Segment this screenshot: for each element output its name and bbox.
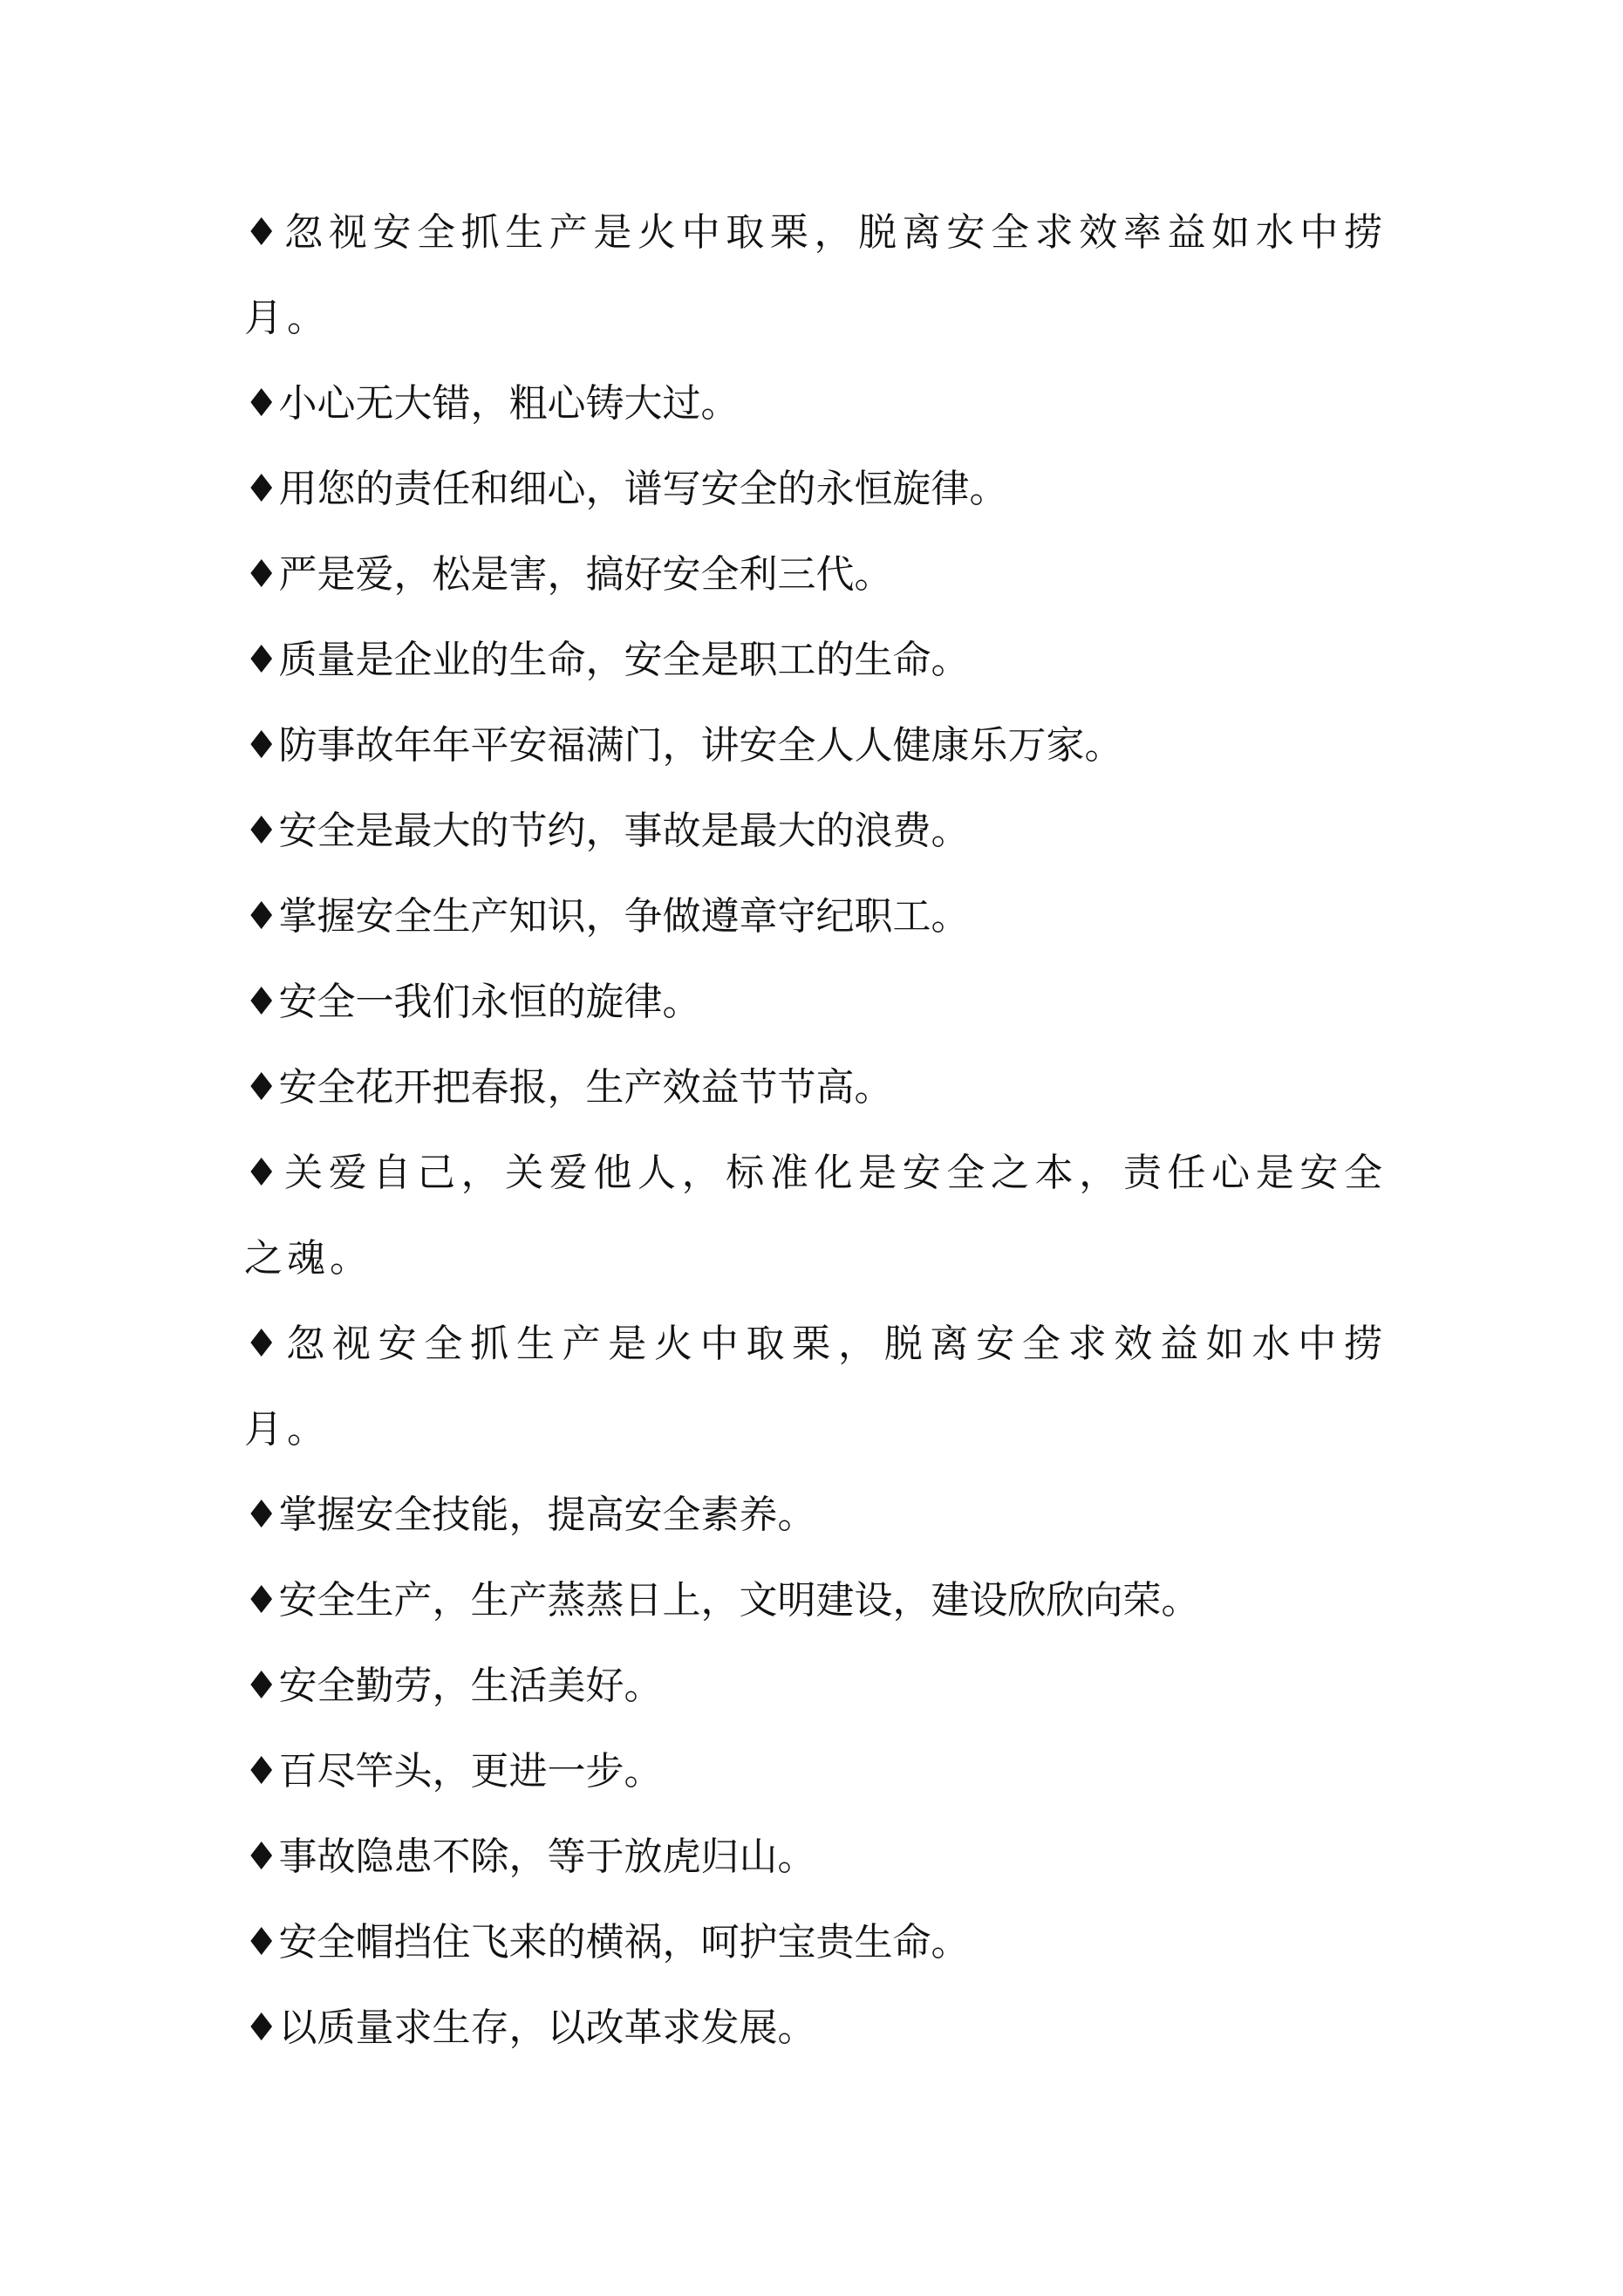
slogan-text: 百尽竿头，更进一步。 <box>278 1749 663 1794</box>
diamond-bullet-icon: ♦ <box>244 210 285 255</box>
diamond-bullet-icon: ♦ <box>244 1920 279 1965</box>
slogan-item <box>244 1985 1387 2071</box>
slogan-list <box>244 190 1387 2071</box>
slogan-item <box>244 361 1387 447</box>
slogan-item <box>244 1643 1387 1729</box>
slogan-text: 掌握安全技能，提高安全素养。 <box>278 1493 816 1537</box>
slogan-item <box>244 190 1387 361</box>
slogan-text: 安全勤劳，生活美好。 <box>278 1664 663 1708</box>
diamond-bullet-icon: ♦ <box>244 638 279 682</box>
slogan-text: 安全是最大的节约，事故是最大的浪费。 <box>278 809 970 853</box>
slogan-text: 防事故年年平安福满门，讲安全人人健康乐万家。 <box>278 723 1123 768</box>
slogan-item <box>244 960 1387 1045</box>
slogan-item <box>244 1131 1387 1302</box>
slogan-text: 忽视安全抓生产是火中取栗，脱离安全求效率益如水中捞月。 <box>244 210 1388 340</box>
slogan-text: 质量是企业的生命，安全是职工的生命。 <box>278 638 970 682</box>
diamond-bullet-icon: ♦ <box>244 809 279 853</box>
diamond-bullet-icon: ♦ <box>244 1065 279 1110</box>
slogan-text: 安全帽挡住飞来的横祸，呵护宝贵生命。 <box>278 1920 970 1965</box>
slogan-text: 严是爱，松是害，搞好安全利三代。 <box>278 552 893 597</box>
slogan-item <box>244 1900 1387 1985</box>
slogan-item <box>244 789 1387 874</box>
diamond-bullet-icon: ♦ <box>244 1151 285 1195</box>
diamond-bullet-icon: ♦ <box>244 1835 279 1879</box>
slogan-text: 安全一我们永恒的旋律。 <box>278 980 701 1024</box>
diamond-bullet-icon: ♦ <box>244 1322 287 1366</box>
slogan-text: 忽视安全抓生产是火中取栗，脱离安全求效益如水中捞月。 <box>244 1322 1388 1452</box>
diamond-bullet-icon: ♦ <box>244 723 279 768</box>
slogan-item <box>244 1729 1387 1814</box>
slogan-item <box>244 532 1387 618</box>
slogan-item <box>244 618 1387 703</box>
slogan-item <box>244 447 1387 532</box>
slogan-text: 关爱自己，关爱他人，标准化是安全之本，责任心是安全之魂。 <box>244 1151 1388 1281</box>
diamond-bullet-icon: ♦ <box>244 1664 279 1708</box>
diamond-bullet-icon: ♦ <box>244 1578 279 1623</box>
slogan-text: 用您的责任和细心，谱写安全的永恒旋律。 <box>278 467 1008 511</box>
slogan-text: 安全生产，生产蒸蒸日上，文明建设，建设欣欣向荣。 <box>278 1578 1200 1623</box>
diamond-bullet-icon: ♦ <box>244 980 279 1024</box>
slogan-item <box>244 1045 1387 1131</box>
diamond-bullet-icon: ♦ <box>244 1493 279 1537</box>
diamond-bullet-icon: ♦ <box>244 894 279 939</box>
diamond-bullet-icon: ♦ <box>244 467 279 511</box>
slogan-item <box>244 1302 1387 1473</box>
slogan-item <box>244 703 1387 789</box>
diamond-bullet-icon: ♦ <box>244 552 279 597</box>
diamond-bullet-icon: ♦ <box>244 2006 279 2050</box>
slogan-item <box>244 1473 1387 1558</box>
diamond-bullet-icon: ♦ <box>244 1749 279 1794</box>
slogan-item <box>244 1558 1387 1643</box>
slogan-text: 安全花开把春报，生产效益节节高。 <box>278 1065 893 1110</box>
slogan-text: 小心无大错，粗心铸大过。 <box>278 381 740 426</box>
diamond-bullet-icon: ♦ <box>244 381 279 426</box>
slogan-item <box>244 874 1387 960</box>
slogan-text: 以质量求生存，以改革求发展。 <box>278 2006 816 2050</box>
slogan-text: 事故隐患不除，等于放虎归山。 <box>278 1835 816 1879</box>
slogan-text: 掌握安全生产知识，争做遵章守纪职工。 <box>278 894 970 939</box>
slogan-item <box>244 1814 1387 1900</box>
